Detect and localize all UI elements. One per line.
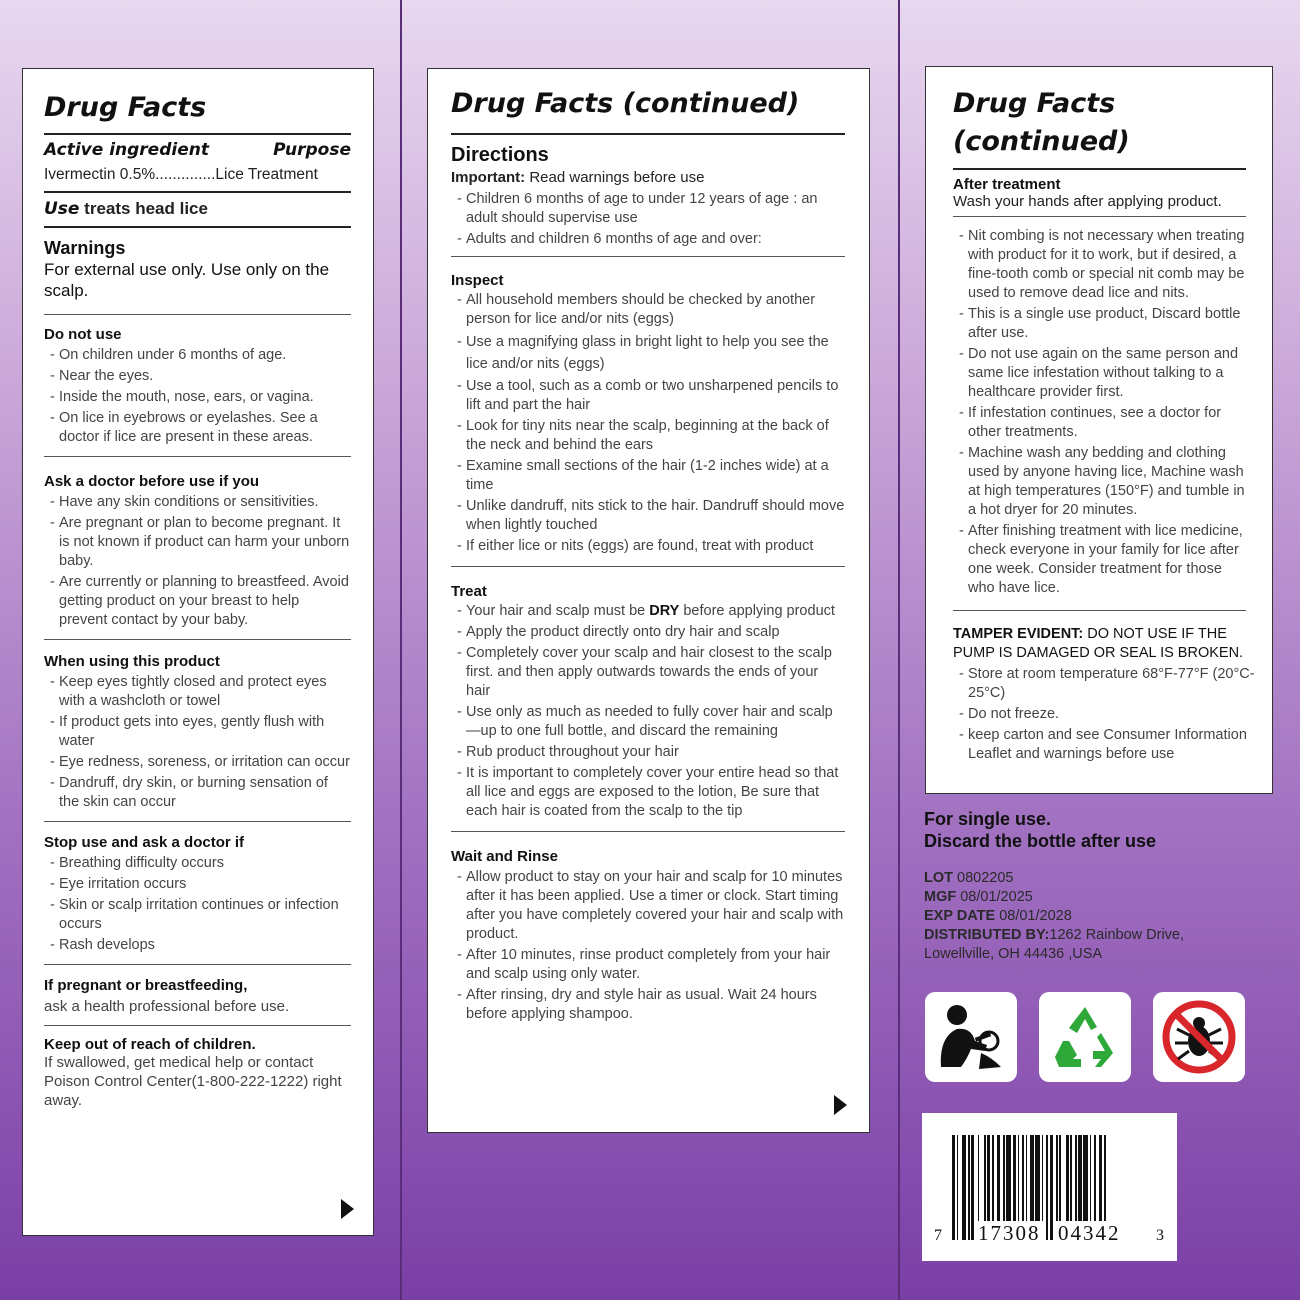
drug-facts-panel-2 bbox=[427, 68, 870, 1133]
list-item: - Your hair and scalp must be DRY before applying product bbox=[451, 602, 845, 621]
barcode-bar bbox=[962, 1135, 967, 1240]
list-item: - This is a single use product, Discard bottle after use. bbox=[953, 305, 1246, 343]
list-item: - Keep eyes tightly closed and protect eyes with a washcloth or towel bbox=[44, 673, 351, 711]
list-item: - Use only as much as needed to fully cover hair and scalp—up to one full bottle, and discard the remaining bbox=[451, 703, 845, 741]
after-treatment-title: After treatment bbox=[953, 176, 1061, 193]
after-treatment-text: Wash your hands after applying product. bbox=[953, 193, 1222, 210]
lot-number: LOT 0802205 bbox=[924, 870, 1014, 886]
do-not-use-title: Do not use bbox=[44, 326, 122, 343]
barcode-bar bbox=[971, 1135, 974, 1240]
list-item: - Nit combing is not necessary when treating with product for it to work, but if desired, a fine-tooth comb or special nit comb may be used to remove dead lice and nits. bbox=[953, 227, 1246, 303]
wait-rinse-list bbox=[451, 868, 845, 1024]
continue-arrow-icon bbox=[341, 1199, 354, 1219]
use-label: Use bbox=[44, 199, 80, 219]
barcode-digit-group-2: 04342 bbox=[1058, 1221, 1121, 1245]
list-item: - Adults and children 6 months of age and over: bbox=[451, 230, 845, 249]
barcode-bar bbox=[1046, 1135, 1048, 1240]
barcode-digit-group-1: 17308 bbox=[978, 1221, 1041, 1245]
list-item: - Use a tool, such as a comb or two unsharpened pencils to lift and part the hair bbox=[451, 377, 845, 415]
list-item: - Machine wash any bedding and clothing used by anyone having lice, Machine wash at high temperatures (150°F) and tumble in a hot dryer for 20 minutes. bbox=[953, 444, 1246, 520]
list-item: - Have any skin conditions or sensitivities. bbox=[44, 493, 351, 512]
exp-date: EXP DATE 08/01/2028 bbox=[924, 908, 1072, 924]
inspect-title: Inspect bbox=[451, 272, 504, 289]
when-using-list bbox=[44, 673, 351, 812]
warnings-title: Warnings bbox=[44, 238, 126, 258]
list-item: - If infestation continues, see a doctor for other treatments. bbox=[953, 404, 1246, 442]
parent-combing-child-icon bbox=[925, 992, 1017, 1082]
list-item: - All household members should be checked by another person for lice and/or nits (eggs) bbox=[451, 291, 845, 329]
lot-info bbox=[924, 869, 1184, 964]
drug-facts-panel-1 bbox=[22, 68, 374, 1236]
do-not-use-list bbox=[44, 346, 351, 447]
important-label: Important: bbox=[451, 169, 526, 186]
list-item: - Do not use again on the same person and same lice infestation without talking to a healthcare provider first. bbox=[953, 345, 1246, 402]
ask-doctor-list bbox=[44, 493, 351, 630]
mgf-date: MGF 08/01/2025 bbox=[924, 889, 1033, 905]
keep-out-text: If swallowed, get medical help or contact Poison Control Center(1-800-222-1222) right away. bbox=[44, 1054, 342, 1109]
list-item: - Completely cover your scalp and hair closest to the scalp first. and then apply outwards towards the ends of your hair bbox=[451, 644, 845, 701]
list-item: - Eye redness, soreness, or irritation can occur bbox=[44, 753, 351, 772]
stop-use-title: Stop use and ask a doctor if bbox=[44, 834, 245, 851]
list-item: - Use a magnifying glass in bright light to help you see the lice and/or nits (eggs) bbox=[451, 331, 845, 375]
directions-title: Directions bbox=[451, 144, 549, 166]
ask-doctor-title: Ask a doctor before use if you bbox=[44, 473, 260, 490]
list-item: - Are pregnant or plan to become pregnant. It is not known if product can harm your unborn baby. bbox=[44, 514, 351, 571]
list-item: - Allow product to stay on your hair and scalp for 10 minutes after it has been applied. Use a timer or clock. Start timing after you have completely covered your hair and scalp with product. bbox=[451, 868, 845, 944]
directions-list bbox=[451, 190, 845, 249]
tamper-evident-notice: TAMPER EVIDENT: DO NOT USE IF THE PUMP IS DAMAGED OR SEAL IS BROKEN. bbox=[953, 626, 1244, 661]
list-item: - After rinsing, dry and style hair as usual. Wait 24 hours before applying shampoo. bbox=[451, 986, 845, 1024]
list-item: - After 10 minutes, rinse product completely from your hair and scalp using only water. bbox=[451, 946, 845, 984]
distributor: DISTRIBUTED BY:1262 Rainbow Drive, bbox=[924, 927, 1185, 943]
list-item: - Unlike dandruff, nits stick to the hair. Dandruff should move when lightly touched bbox=[451, 497, 845, 535]
list-item: - keep carton and see Consumer Information Leaflet and warnings before use bbox=[953, 726, 1258, 764]
list-item: - If product gets into eyes, gently flush with water bbox=[44, 713, 351, 751]
list-item: - If either lice or nits (eggs) are found, treat with product bbox=[451, 537, 845, 556]
barcode bbox=[922, 1113, 1177, 1261]
list-item: - After finishing treatment with lice medicine, check everyone in your family for lice after one week. Consider treatment for those who have lice. bbox=[953, 522, 1246, 598]
barcode-digit-lead: 7 bbox=[934, 1227, 944, 1244]
treat-list bbox=[451, 602, 845, 821]
list-item: - Eye irritation occurs bbox=[44, 875, 351, 894]
list-item: - Dandruff, dry skin, or burning sensation of the skin can occur bbox=[44, 774, 351, 812]
pregnant-text: ask a health professional before use. bbox=[44, 998, 290, 1015]
barcode-bar bbox=[968, 1135, 970, 1240]
barcode-bar bbox=[957, 1135, 959, 1240]
list-item: - Skin or scalp irritation continues or infection occurs bbox=[44, 896, 351, 934]
list-item: - It is important to completely cover your entire head so that all lice and eggs are exposed to the lotion, Be sure that each hair is coated from the scalp to the tip bbox=[451, 764, 845, 821]
purpose-label: Purpose bbox=[273, 140, 351, 160]
list-item: - Rash develops bbox=[44, 936, 351, 955]
active-ingredient-label: Active ingredient bbox=[44, 140, 209, 160]
after-treatment-list bbox=[953, 227, 1246, 598]
drug-facts-panel-3 bbox=[925, 66, 1273, 794]
use-text: treats head lice bbox=[79, 199, 208, 218]
inspect-list bbox=[451, 291, 845, 556]
treat-title: Treat bbox=[451, 583, 487, 600]
warnings-text: For external use only. Use only on the scalp. bbox=[44, 260, 330, 300]
list-item: - Breathing difficulty occurs bbox=[44, 854, 351, 873]
barcode-bar bbox=[952, 1135, 955, 1240]
list-item: - On children under 6 months of age. bbox=[44, 346, 351, 365]
distributor-address: Lowellville, OH 44436 ,USA bbox=[924, 946, 1103, 962]
list-item: - Store at room temperature 68°F-77°F (20°C-25°C) bbox=[953, 665, 1258, 703]
continue-arrow-icon bbox=[834, 1095, 847, 1115]
panel-title: Drug Facts (continued) bbox=[451, 88, 800, 119]
list-item: - Apply the product directly onto dry hair and scalp bbox=[451, 623, 845, 642]
list-item: - Near the eyes. bbox=[44, 367, 351, 386]
recycle-icon bbox=[1039, 992, 1131, 1082]
list-item: - Are currently or planning to breastfeed. Avoid getting product on your breast to help prevent contact by your baby. bbox=[44, 573, 351, 630]
wait-rinse-title: Wait and Rinse bbox=[451, 848, 558, 865]
list-item: - Rub product throughout your hair bbox=[451, 743, 845, 762]
panel-title: Drug Facts (continued) bbox=[953, 88, 1130, 157]
list-item: - Children 6 months of age to under 12 years of age : an adult should supervise use bbox=[451, 190, 845, 228]
ingredient-line: Ivermectin 0.5%..............Lice Treatment bbox=[44, 166, 318, 183]
when-using-title: When using this product bbox=[44, 653, 220, 670]
list-item: - Examine small sections of the hair (1-2 inches wide) at a time bbox=[451, 457, 845, 495]
storage-list bbox=[953, 665, 1258, 764]
single-use-notice bbox=[924, 808, 1156, 852]
barcode-digit-check: 3 bbox=[1156, 1227, 1166, 1244]
single-use-line-1: For single use. bbox=[924, 809, 1052, 829]
pregnant-title: If pregnant or breastfeeding, bbox=[44, 977, 248, 994]
important-text: Read warnings before use bbox=[525, 169, 705, 186]
list-item: - Look for tiny nits near the scalp, beginning at the back of the neck and behind the ears bbox=[451, 417, 845, 455]
barcode-bar bbox=[1050, 1135, 1053, 1240]
single-use-line-2: Discard the bottle after use bbox=[924, 831, 1157, 851]
keep-out-title: Keep out of reach of children. bbox=[44, 1036, 256, 1053]
list-item: - Do not freeze. bbox=[953, 705, 1258, 724]
list-item: - Inside the mouth, nose, ears, or vagina. bbox=[44, 388, 351, 407]
no-lice-icon bbox=[1153, 992, 1245, 1082]
panel-title: Drug Facts bbox=[44, 92, 207, 123]
stop-use-list bbox=[44, 854, 351, 955]
list-item: - On lice in eyebrows or eyelashes. See a doctor if lice are present in these areas. bbox=[44, 409, 351, 447]
